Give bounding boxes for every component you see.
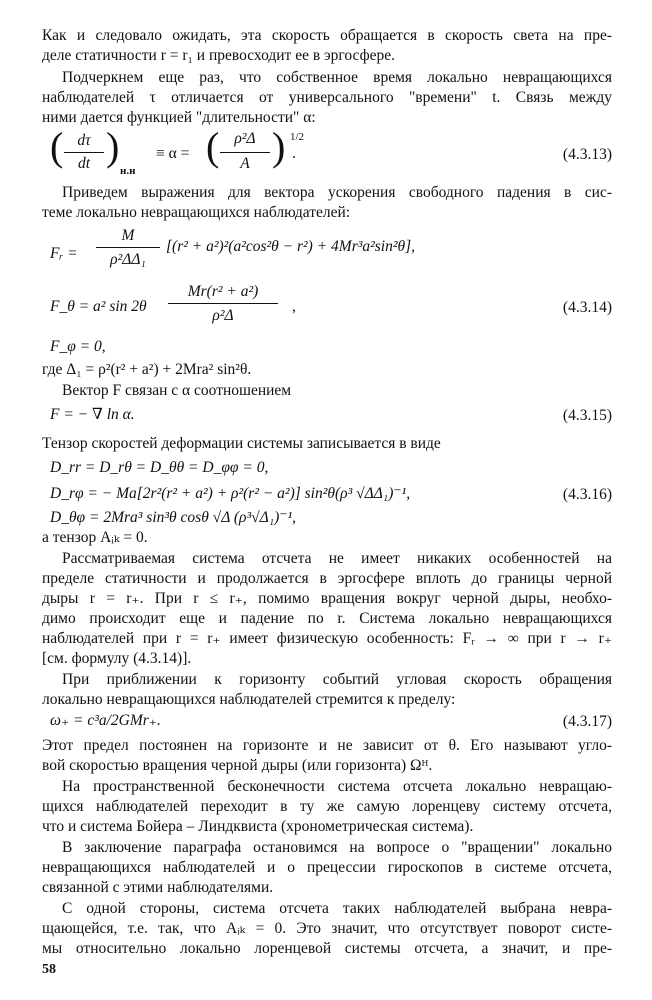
text-line: связанной с этими наблюдателями.	[42, 879, 274, 896]
text-line: С одной стороны, система отсчета таких наблюдателей выбрана невра-	[62, 900, 612, 917]
fraction-numerator: dτ	[77, 132, 91, 149]
text-line: [см. формулу (4.3.14)].	[42, 650, 192, 667]
text-line: наблюдателей τ отличается от универсального "времени" t. Связь между	[42, 89, 612, 106]
comma: ,	[292, 298, 296, 315]
text-line: теме локально невращающихся наблюдателей:	[42, 204, 351, 221]
text-line: Этот предел постоянен на горизонте и не зависит от θ. Его называют угло-	[42, 737, 612, 754]
equation-line: D_θφ = 2Mra³ sin³θ cosθ √Δ (ρ³√Δ₁)⁻¹,	[50, 509, 296, 526]
fraction-numerator: Mr(r² + a²)	[187, 283, 259, 300]
fraction-denominator: ρ²ΔΔ₁	[110, 251, 146, 268]
text-line: Рассматриваемая система отсчета не имеет никаких особенностей на	[62, 550, 612, 567]
text-line: Как и следовало ожидать, эта скорость обращается в скорость света на пре-	[42, 27, 612, 44]
text-line: В заключение параграфа остановимся на вопросе о "вращении" локально	[62, 839, 612, 856]
right-paren: )	[106, 124, 120, 169]
text-line: а тензор Aᵢₖ = 0.	[42, 529, 148, 546]
equation-number: (4.3.17)	[562, 713, 612, 730]
equation-4-3-15: F = − ∇ ln α.	[50, 406, 135, 423]
fraction-bar	[168, 303, 278, 304]
left-paren: (	[206, 124, 220, 169]
page-number: 58	[42, 962, 56, 977]
text-line: Подчеркнем еще раз, что собственное время локально невращающихся	[62, 69, 612, 86]
fraction-bar	[64, 152, 104, 153]
exponent: 1/2	[290, 131, 305, 143]
equation-line: D_rφ = − Ma[2r²(r² + a²) + ρ²(r² − a²)] sin²θ(ρ³ √ΔΔ₁)⁻¹,	[50, 485, 411, 502]
text-line: мы относительно локально лоренцевой системы отсчета, а значит, и пре-	[42, 940, 612, 957]
text-line: Приведем выражения для вектора ускорения свободного падения в сис-	[62, 184, 612, 201]
period: .	[292, 145, 296, 162]
equation-body: [(r² + a²)²(a²cos²θ − r²) + 4Mr³a²sin²θ],	[166, 238, 416, 255]
text-line: вой скоростью вращения черной дыры (или горизонта) Ωᴴ.	[42, 757, 433, 774]
text-line: Вектор F связан с α соотношением	[62, 382, 292, 399]
fraction-bar	[220, 152, 270, 153]
text-line: димо происходит еще и падение по r. Система локально невращающихся	[42, 610, 612, 627]
left-paren: (	[50, 124, 64, 169]
equation-number: (4.3.16)	[562, 486, 612, 503]
text-line: локально невращающихся наблюдателей стремится к пределу:	[42, 691, 456, 708]
equation-number: (4.3.14)	[562, 299, 612, 316]
equation-line: F_φ = 0,	[50, 338, 106, 355]
text-line: деле статичности r = r₁ и превосходит ее в эргосфере.	[42, 47, 396, 64]
equation-middle: ≡ α =	[156, 145, 190, 162]
equation-number: (4.3.15)	[562, 407, 612, 424]
text-line: На пространственной бесконечности система отсчета локально невращаю-	[62, 778, 612, 795]
equation-number: (4.3.13)	[562, 146, 612, 163]
text-line: пределе статичности и продолжается в эргосфере вплоть до границы черной	[42, 570, 612, 587]
text-line: что и система Бойера – Линдквиста (хронометрическая система).	[42, 818, 474, 835]
equation-lhs: Fᵣ =	[50, 245, 78, 262]
text-line: где Δ₁ = ρ²(r² + a²) + 2Mra² sin²θ.	[42, 361, 252, 378]
fraction-denominator: dt	[77, 155, 91, 172]
fraction-numerator: ρ²Δ	[234, 130, 256, 147]
text-line: щихся наблюдателей переходит в ту же самую лоренцеву систему отсчета,	[42, 798, 612, 815]
fraction-bar	[96, 247, 160, 248]
equation-line: D_rr = D_rθ = D_θθ = D_φφ = 0,	[50, 459, 269, 476]
text-line: Тензор скоростей деформации системы записывается в виде	[42, 435, 441, 452]
fraction-numerator: M	[121, 227, 135, 244]
right-paren: )	[272, 124, 286, 169]
text-line: наблюдателей при r = r₊ имеет физическую особенность: Fᵣ → ∞ при r → r₊	[42, 630, 612, 647]
equation-lhs: F_θ = a² sin 2θ	[50, 298, 147, 315]
text-line: ними дается функцией "длительности" α:	[42, 109, 316, 126]
equation-4-3-17: ω₊ = c³a/2GMr₊.	[50, 712, 161, 729]
text-line: дыры r = r₊. При r ≤ r₊, помимо вращения вокруг черной дыры, необхо-	[42, 590, 612, 607]
text-line: щающейся, т.е. так, что Aᵢₖ = 0. Это значит, что отсутствует поворот систе-	[42, 920, 612, 937]
fraction-denominator: A	[240, 155, 250, 172]
fraction-denominator: ρ²Δ	[212, 307, 234, 324]
text-line: При приближении к горизонту событий угловая скорость обращения	[62, 671, 612, 688]
subscript: н.н	[120, 165, 136, 177]
text-line: невращающихся наблюдателей и о прецессии гироскопов в системе отсчета,	[42, 859, 612, 876]
